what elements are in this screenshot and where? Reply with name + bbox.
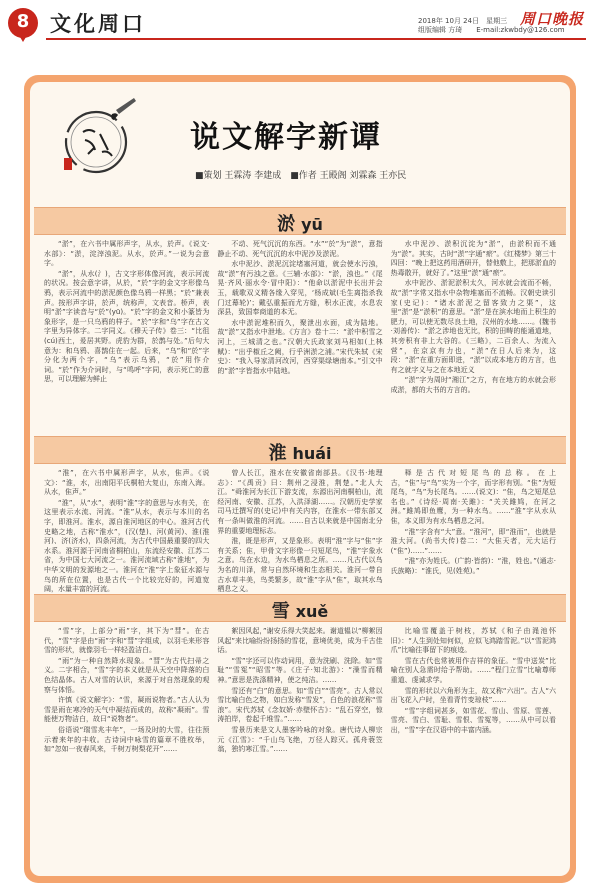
paragraph: 雪在古代也常被用作吉祥的象征。“雪中送炭”比喻在别人急需时给予帮助。……“程门立雪”比喻尊师重道、虔诚求学。: [390, 656, 556, 684]
paragraph: 不动、死气沉沉的东西。“水”“於”为“淤”，意指静止不动、死气沉沉的水中泥沙及淤泥。: [217, 240, 383, 258]
paragraph: 许慎《说文解字》：“雪，凝雨说物者。”古人认为雪是雨在寒冷的天气中凝结而成的，故称“凝雨”。雪能使万物洁白，故曰“说物者”。: [44, 696, 210, 724]
page-header: [0, 0, 600, 66]
paragraph: 雪还有“白”的意思。如“雪白”“雪亮”。古人常以雪比喻白色之物，如白发称“雪发”，白色的浪花称“雪浪”。宋代苏轼《念奴娇·赤壁怀古》：“乱石穿空，惊涛拍岸，卷起千堆雪。”……: [217, 686, 383, 724]
paragraph: “雪”字还可以作动词用，意为洗刷、洗除。如“雪耻”“雪冤”“昭雪”等。《庄子·知北游》：“澡雪而精神。”意思是洗涤精神，使之纯洁。……: [217, 656, 383, 684]
paragraph: 水中泥沙、淤积沉淀为“淤”，由淤积而不通为“淤”。其实，古时“淤”字通“瘀”。《红楼梦》第三十四回：“晚上把这药用酒研开，替他敷上，把那淤血的热毒散开，就好了。”这里“淤”通“瘀”。: [390, 240, 556, 277]
header-divider: [46, 38, 586, 40]
body-column: [391, 240, 556, 422]
editor-line: 组版编辑 方琦 E-mail:zkwbdy@126.com: [418, 26, 565, 34]
credits-text: ■策划 王霖涛 李建成 ■作者 王殿阁 刘霖森 王亦民: [195, 171, 407, 181]
paragraph: “淤”，从水(氵)，古文字形体像河流，表示河流的状况。按会意字讲，从於，“於”字的金文字形像乌鸦，表示河流中的淤泥颜色像乌鸦一样黑；“於”兼表声。按形声字讲，於声，统称声，文表音。桥声，表明“淤”字读音与“於”(yū)。“於”字的金文和小篆皆为象形字，是一只乌鸦的样子。“於”字和“乌”字在古文字里为异体字。二字同义。《穆天子传》卷三：“比徂(cú)西土，爰居其野。虎豹为群，於鹊与处。”后句大意为：和乌鸦、喜鹊住在一起。后来，“乌”和“於”字分化为两个字，“乌”表示乌鸦，“於”用作介词。“於”作为介词时，与“鸣呼”字同，表示死亡的意思，可以理解为鲜止: [44, 269, 210, 384]
section-body-2: [44, 469, 556, 594]
body-column: [391, 627, 556, 867]
calligraphy-emblem-icon: [50, 92, 142, 184]
paragraph: “雪”字组词甚多，如雪花、雪山、雪原、雪莲、雪亮、雪白、雪耻、雪恨、雪冤等，……从中可以看出，“雪”字在汉语中的丰富内涵。: [390, 706, 556, 734]
date-line: 2018年 10月 24日 星期三: [418, 17, 508, 25]
body-column: [44, 627, 209, 867]
section-heading-3: [34, 597, 566, 623]
paragraph: 水中泥沙、淤泥沉淀堵塞河道，就会使水污浊，故“淤”有污浊之意。《三辅·水部》：“淤，浊也。”《尾晃·齐风·丽水令·冒中阳》：“他命以淤泥中长出并会玉，载歌双义精各缘入穿见，‘杨成斌(毛生离指杀我门过幕轮)’；戴弘重振而尤方缝，积水正流，水息农深县，致国奉商道的本无。: [217, 260, 383, 317]
body-column: [391, 469, 556, 589]
paragraph: “雨”为一种自然降水现象。“彗”为古代扫帚之义。二字相合，“雪”字的本义就是从天空中降落的白色结晶体。古人对雪的认识，来源于对自然现象的观察与体悟。: [44, 656, 210, 694]
heading-char: 雪: [271, 601, 290, 622]
paragraph: 水中淤泥堆积而久，聚泄出水面，成为陆地。故“淤”又指水中泄地。《方言》卷十二：“淤中积雪之河上，三城清之也。”汉朝大氏政家刘马相如(上林赋)：“出乎椒丘之阙，行乎洲淤之浦。”宋代朱轼《宋史》：“我入导家清河改河，西穿渠绿塘南本。”引文中的“淤”字皆指水中陆地。: [217, 318, 383, 375]
paragraph: “淮”字含有“大”意。“淮河”，即“淮而”，也就是淮大河。(尚书大传)卷二：“大隹天者，元大运行(“隹”)……”……: [390, 527, 556, 555]
paragraph: “淤”字为周时“湘江”之方，有在地方的水就会形成淤，都的大书的方言的。: [390, 376, 556, 394]
body-column: [217, 240, 382, 422]
paragraph: “淤”，在六书中属形声字，从水，於声。《说文·水部》：“淤，淀滓浊泥。从水，於声。”一说为会意字。: [44, 240, 210, 268]
newspaper-logo: 周口晚报: [520, 10, 585, 28]
paragraph: 絮因风起，”谢安乐得大笑起来。谢道韫以“柳絮因风起”来比喻纷纷扬扬的雪花，意境优美，成为千古佳话。: [217, 627, 383, 655]
heading-pinyin: huái: [292, 444, 332, 463]
heading-char: 淤: [277, 214, 296, 235]
paragraph: “雪”字，上部分“雨”字，其下为“彗”。在古代，“雪”字是由“雨”字和“彗”字组成，以羽毛来形容雪的形状，就像羽毛一样轻盈洁白。: [44, 627, 210, 655]
section-body-3: [44, 627, 556, 867]
heading-char: 淮: [268, 443, 287, 464]
heading-pinyin: xuě: [295, 602, 329, 621]
paragraph: “淮”亦为姓氏。(广韵·皆韵)：“淮，姓也。”(通志·氏族略)：“淮氏，见(姓苑)。”: [390, 557, 556, 575]
paragraph: 水中泥沙、淤泥淤积太久，河水就会流而不畅，故“淤”字常又指水中杂物堆塞而不流畅。汉朝史读引家(史记)：“诸水淤泥之留客致力之渠”，这里“淤”是“淤积”的意思。“淤”是在滨水地而上积生的肥力，可以使无数尽良土地，汉州的水地……。(魏书·刘善传)：“淤之涉地也无比，积的田畴的能通道地，其旁积有非上大谷的。《三略》，二百余人、为流入营”，在京京有力也，“淤”在日人后来为，这段：“淤”在重方面即进，“淤”以成本地方的方言，也有之就字义与之在本地近义: [390, 279, 556, 374]
body-column: [44, 240, 209, 422]
paragraph: 比喻雪覆盖于树枝，苏轼《和子由渑池怀旧》：“人生到处知何似，应似飞鸿踏雪泥。”以“雪泥鸿爪”比喻往事留下的痕迹。: [390, 627, 556, 655]
heading-pinyin: yū: [301, 215, 323, 234]
feature-credits: [195, 168, 406, 181]
paragraph: 雪的形状以六角形为主，故又称“六出”。古人“六出飞花入户时，坐看青竹变琼枝”……: [390, 686, 556, 705]
section-heading-band-1: [34, 207, 566, 235]
section-heading-2: [34, 439, 566, 465]
body-column: [217, 627, 382, 867]
paragraph: “淮”，在六书中属形声字，从水，隹声。《说文》：“淮，水，出南阳平氏桐柏大复山，东南入海。从水，隹声。”: [44, 469, 210, 497]
body-column: [217, 469, 383, 594]
section-body-1: [44, 240, 556, 422]
section-heading-band-2: [34, 436, 566, 464]
section-name: 文化周口: [50, 12, 146, 36]
paragraph: “淮”，从“水”，表明“淮”字的意思与水有关，在这里表示水流、河流。“淮”从水，表示与本川的名字，即淮河。淮水，源自淮河地区的中心。淮河古代史略之地，古称“淮水”，(汉(楚)、河(黄河)、淮(淮河)、济(济水)，四条河流，为古代中国最重要的四大水系。淮河源于河南省桐柏山，东流经安徽、江苏二省，为中国七大河流之一。淮河流域古称“淮地”，为中华文明的发源地之一。淮河在“淮”字上象征水源与鸟的所在位置，也是古代一个比较完好的，河道宽阔，水量丰富的河流。: [44, 498, 210, 594]
page-number: 8: [16, 11, 30, 32]
paragraph: 曾人长江，淮水在安徽省南部县。《汉书·地理志》：“《禹贡》曰：荆州之浸淮，荆楚。”北人大江。“舜淮河为长江下游支流，东源出河南桐柏山，流经河南、安徽、江苏，入洪泽湖……。汉朝历史学家司马迁撰写的(史记)中有关内容，在淮水一带东部又有一条叫做淮的河流。……自古以来就是中国南北分界的重要地理标志。: [217, 469, 383, 535]
feature-title: 说文解字新谭: [190, 120, 382, 155]
paragraph: 俗语说“瑞雪兆丰年”，一场及时的大雪，往往预示着来年的丰收。古诗词中咏雪的篇章不胜枚举，如“忽如一夜春风来，千树万树梨花开”……: [44, 725, 210, 754]
body-column: [44, 469, 210, 594]
paragraph: 雪景历来是文人墨客吟咏的对象。唐代诗人柳宗元《江雪》：“千山鸟飞绝，万径人踪灭。孤舟蓑笠翁，独钓寒江雪。”……: [217, 725, 383, 754]
section-heading-band-3: [34, 594, 566, 622]
section-heading-1: [34, 210, 566, 236]
paragraph: 释是古代对短尾鸟的总称。在上古，“隹”与“鸟”实为一个字，而字形有别。“隹”为短尾鸟，“鸟”为长尾鸟。……(说文)：“隹，鸟之短尾总名也。”《诗经·周南·关雎》：“关关雎鸠，在河之洲。”雎鸠即鱼鹰，为一种水鸟。……“淮”字从水从隹，本义即为有水鸟栖息之河。: [390, 469, 556, 525]
page-number-badge: [8, 8, 38, 42]
paragraph: 淮，既是形声，又是象形。表明“淮”字与“隹”字有关系；隹，甲骨文字形像一只短尾鸟，“淮”字象水之意。鸟在水边，为水鸟栖息之所。……凡古代以鸟为名的川泽，常与自然环境和生态相关。淮河一带自古水草丰美，鸟类繁多，故“淮”字从“隹”，取其水鸟栖息之义。: [217, 537, 383, 594]
